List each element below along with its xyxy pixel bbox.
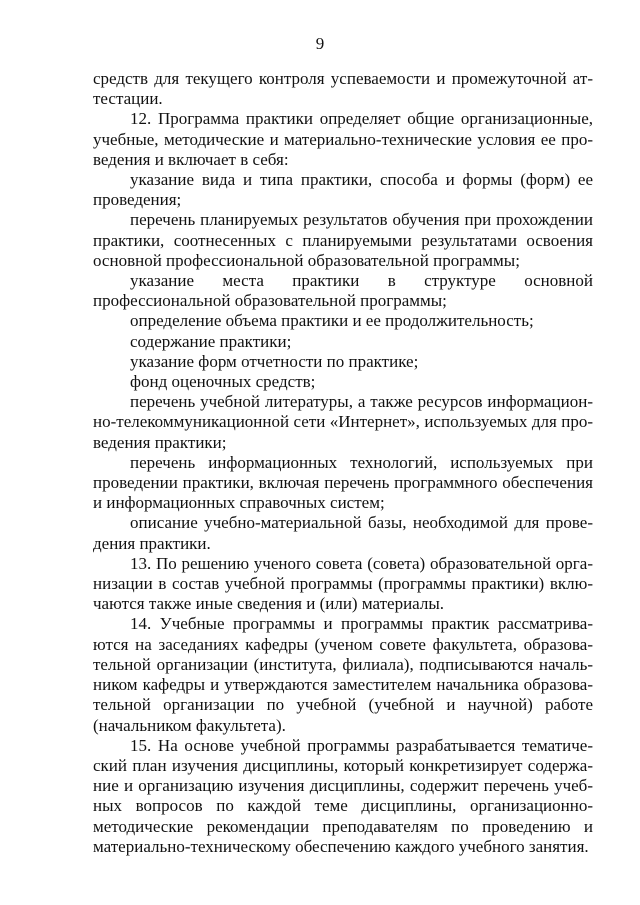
list-item-assessment-fund: фонд оценочных средств; bbox=[130, 372, 316, 392]
list-item-report-forms: указание форм отчетности по практике; bbox=[130, 351, 419, 371]
page-number: 9 bbox=[315, 34, 325, 53]
document-body bbox=[93, 69, 593, 857]
list-item-literature: перечень учебной литературы, а также ресурсов информационно-телекоммуникационной сети «Интернет», используемых для проведения практики; bbox=[93, 392, 593, 452]
paragraph-item-12: 12. Программа практики определяет общие организационные, учебные, методические и материально-технические условия ее проведения и включает в себя: bbox=[93, 109, 593, 169]
paragraph-item-13: 13. По решению ученого совета (совета) образовательной организации в состав учебной программы (программы практики) включаются также иные сведения и (или) материалы. bbox=[93, 553, 593, 614]
list-item-information-technologies: перечень информационных технологий, используемых при проведении практики, включая перечень программного обеспечения и информационных справочных систем; bbox=[93, 452, 593, 513]
paragraph-item-15: 15. На основе учебной программы разрабатывается тематический план изучения дисциплины, который конкретизирует содержание и организацию изучения дисциплины, содержит перечень учебных вопросов по каждой теме дисциплины, организационно-методические рекомендации преподавателям по проведению и материально-техническому обеспечению каждого учебного занятия. bbox=[93, 735, 593, 856]
list-item-practice-place: указание места практики в структуре основной профессиональной образовательной программы; bbox=[93, 271, 593, 311]
list-item-material-base: описание учебно-материальной базы, необходимой для проведения практики. bbox=[93, 513, 593, 553]
list-item-practice-content: содержание практики; bbox=[130, 331, 292, 351]
paragraph-continuation: средств для текущего контроля успеваемости и промежуточной аттестации. bbox=[93, 69, 593, 109]
list-item-planned-results: перечень планируемых результатов обучения при прохождении практики, соотнесенных с планируемыми результатами освоения основной профессиональной образовательной программы; bbox=[93, 210, 593, 270]
list-item-practice-type: указание вида и типа практики, способа и формы (форм) ее проведения; bbox=[93, 170, 593, 210]
list-item-practice-volume: определение объема практики и ее продолжительность; bbox=[130, 311, 534, 331]
paragraph-item-14: 14. Учебные программы и программы практик рассматриваются на заседаниях кафедры (ученом совете факультета, образовательной организации (института, филиала), подписываются начальником кафедры и утверждаются заместителем начальника образовательной организации по учебной (учебной и научной) работе (начальником факультета). bbox=[93, 614, 593, 735]
